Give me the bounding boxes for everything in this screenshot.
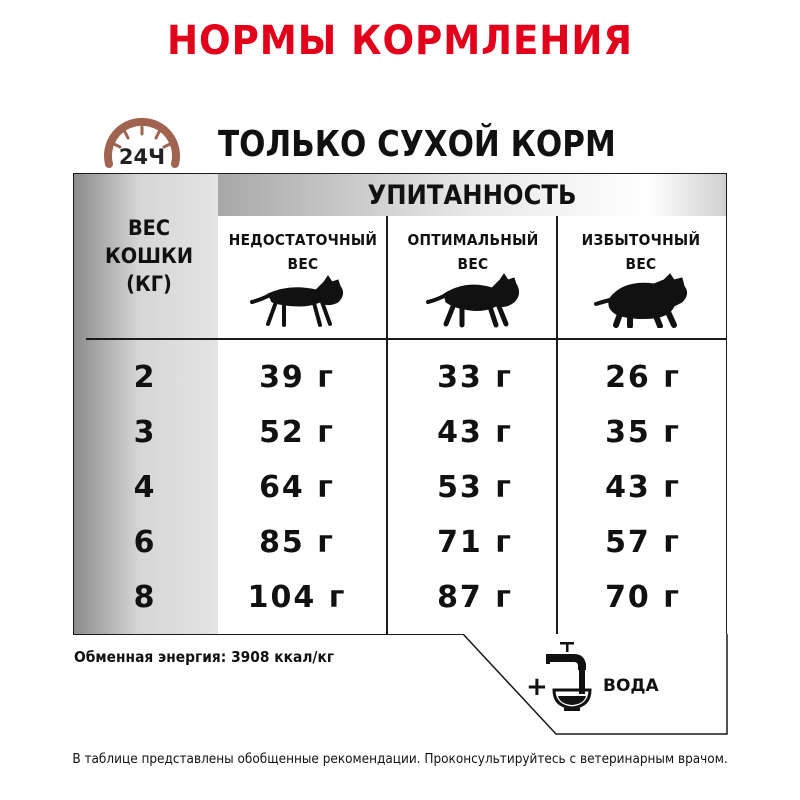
nutrition-header: УПИТАННОСТЬ <box>367 180 577 211</box>
table-row <box>0 360 800 410</box>
faucet-bowl-icon <box>546 640 596 724</box>
column-header-optimal: ОПТИМАЛЬНЫЙ ВЕС <box>407 231 539 273</box>
cat-weight: 3 <box>133 415 155 450</box>
page-title: НОРМЫ КОРМЛЕНИЯ <box>166 18 634 64</box>
portion-overweight: 35 г <box>605 415 681 450</box>
table-row <box>0 525 800 575</box>
header-divider <box>86 338 726 340</box>
feeding-subtitle: ТОЛЬКО СУХОЙ КОРМ <box>218 124 616 165</box>
portion-optimal: 33 г <box>437 360 513 395</box>
plus-sign: + <box>526 672 548 702</box>
portion-underweight: 64 г <box>259 470 335 505</box>
cat-weight: 6 <box>133 525 155 560</box>
column-header-underweight: НЕДОСТАТОЧНЫЙ ВЕС <box>228 231 378 273</box>
cat-weight: 4 <box>133 470 155 505</box>
disclaimer-footnote: В таблице представлены обобщенные рекомендации. Проконсультируйтесь с ветеринарным врачом. <box>72 752 728 767</box>
clock-label: 24Ч <box>118 145 166 169</box>
portion-underweight: 104 г <box>247 580 347 615</box>
cat-weight: 2 <box>133 360 155 395</box>
cat-weight: 8 <box>133 580 155 615</box>
table-row <box>0 415 800 465</box>
fat-cat-icon <box>594 272 690 328</box>
metabolic-energy: Обменная энергия: 3908 ккал/кг <box>74 648 335 666</box>
water-label: ВОДА <box>603 676 659 696</box>
weight-column-header: ВЕС КОШКИ (КГ) <box>104 216 194 296</box>
normal-cat-icon <box>426 272 522 328</box>
thin-cat-icon <box>250 272 346 328</box>
portion-overweight: 70 г <box>605 580 681 615</box>
portion-optimal: 87 г <box>437 580 513 615</box>
portion-optimal: 53 г <box>437 470 513 505</box>
portion-underweight: 52 г <box>259 415 335 450</box>
portion-optimal: 43 г <box>437 415 513 450</box>
portion-overweight: 43 г <box>605 470 681 505</box>
portion-underweight: 39 г <box>259 360 335 395</box>
table-row <box>0 580 800 630</box>
portion-overweight: 57 г <box>605 525 681 560</box>
portion-underweight: 85 г <box>259 525 335 560</box>
table-row <box>0 470 800 520</box>
column-header-overweight: ИЗБЫТОЧНЫЙ ВЕС <box>581 231 701 273</box>
portion-overweight: 26 г <box>605 360 681 395</box>
portion-optimal: 71 г <box>437 525 513 560</box>
